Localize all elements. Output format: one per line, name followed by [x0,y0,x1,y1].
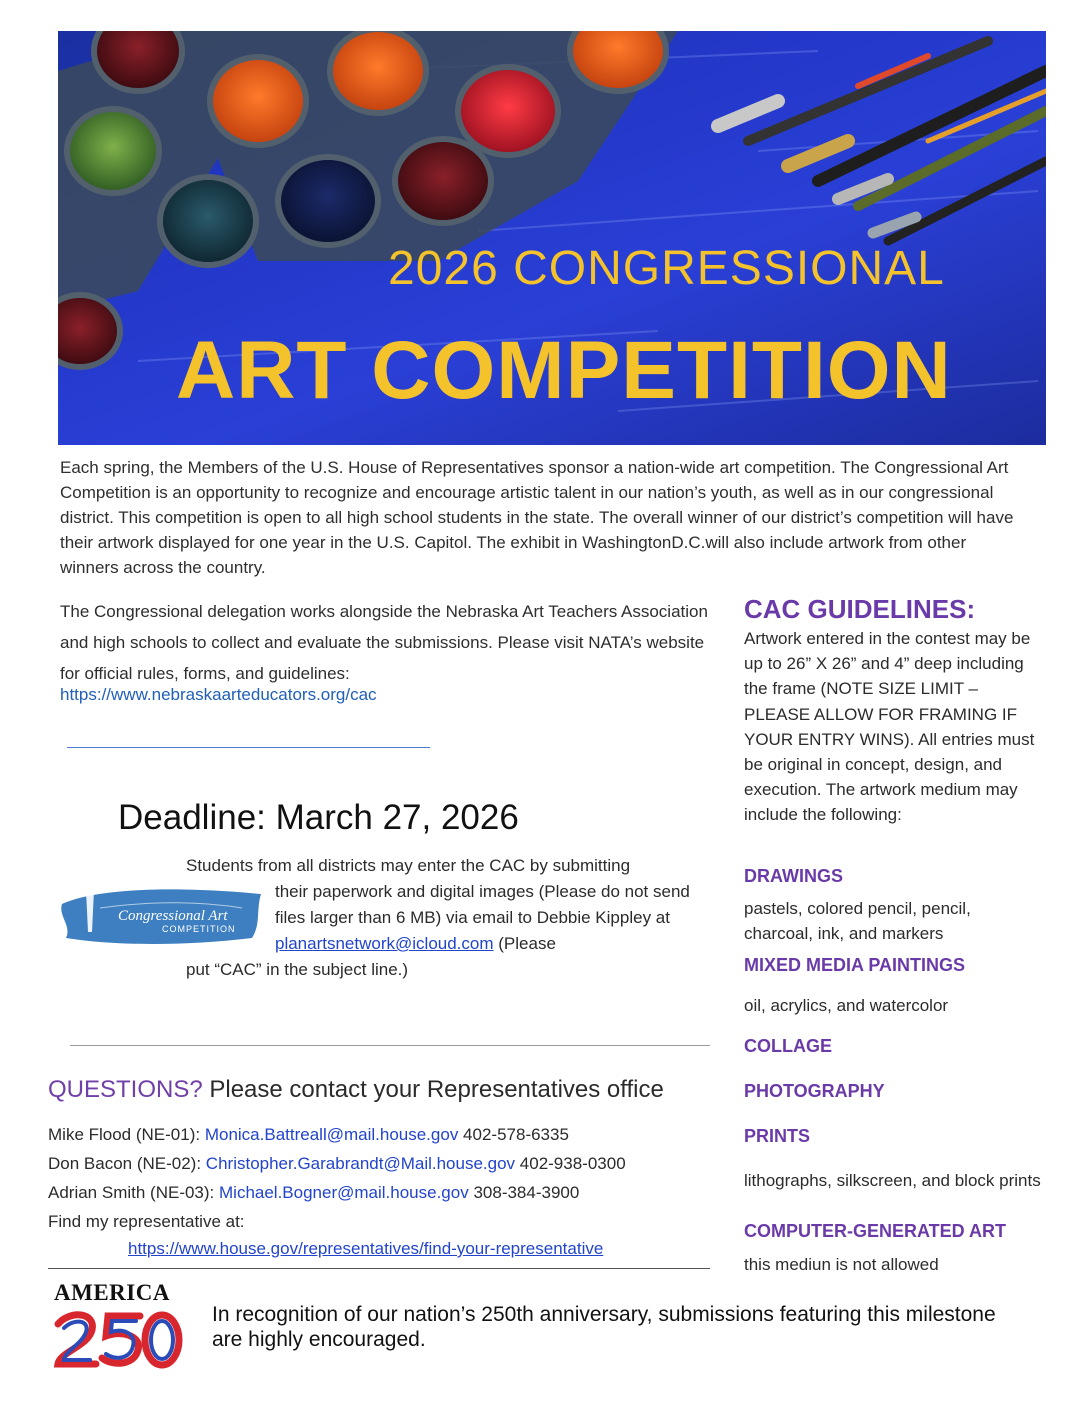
category-description: oil, acrylics, and watercolor [744,996,949,1015]
submission-text-tail: (Please [493,934,556,953]
nata-website-link[interactable]: https://www.nebraskaarteducators.org/cac [60,685,377,704]
category-prints: PRINTS [744,1126,811,1146]
contact-email-link[interactable]: Michael.Bogner@mail.house.gov [219,1183,469,1202]
contact-email-link[interactable]: Monica.Battreall@mail.house.gov [204,1125,459,1144]
contact-phone: 308-384-3900 [468,1183,580,1202]
guidelines-heading: CAC GUIDELINES: [744,594,976,624]
contact-name: Mike Flood (NE-01): [48,1125,205,1144]
intro-paragraph: Each spring, the Members of the U.S. House of Representatives sponsor a nation-wide art competition. The Congressional Art Competition is an opportunity to recognize and encourage artistic talent in our nation’s youth, as well as in our congressional district. This competition is open to all high school students in the state. The overall winner of our district’s competition will have their artwork displayed for one year in the U.S. Capitol. The exhibit in WashingtonD.C.will also include artwork from other winners across the country. [60,458,1014,577]
contact-row [48,1125,569,1145]
contact-name: Don Bacon (NE-02): [48,1154,206,1173]
divider [70,1045,710,1046]
contact-email-link[interactable]: Christopher.Garabrandt@Mail.house.gov [205,1154,516,1173]
questions-subtitle: Please contact your Representatives office [202,1076,664,1103]
category-description: lithographs, silkscreen, and block prints [744,1171,1041,1190]
submission-text-line1: Students from all districts may enter the CAC by submitting [186,856,631,875]
category-description: this mediun is not allowed [744,1255,939,1274]
contact-row [48,1154,626,1174]
submission-text-body: their paperwork and digital images (Please do not send files larger than 6 MB) via email to Debbie Kippley at [275,882,690,927]
category-photography: PHOTOGRAPHY [744,1081,885,1101]
contact-phone: 402-938-0300 [515,1154,626,1173]
anniversary-note: In recognition of our nation’s 250th anniversary, submissions featuring this milestone are highly encouraged. [212,1303,996,1351]
contact-name: Adrian Smith (NE-03): [48,1183,219,1202]
cac-logo-subtext: COMPETITION [162,924,236,934]
divider [48,1268,710,1269]
hero-banner [58,31,1046,445]
america250-logo [50,1280,185,1375]
banner-title-year: 2026 CONGRESSIONAL [388,242,945,295]
category-mixed-media: MIXED MEDIA PAINTINGS [744,955,966,975]
questions-heading [48,1076,664,1104]
contact-phone: 402-578-6335 [458,1125,569,1144]
category-description: pastels, colored pencil, pencil, charcoal, ink, and markers [744,899,971,943]
contact-row [48,1183,579,1203]
category-drawings: DRAWINGS [744,866,843,886]
submission-text-line3: put “CAC” in the subject line.) [186,960,409,979]
america250-logo-word: AMERICA [54,1280,170,1305]
find-representative-label: Find my representative at: [48,1212,245,1231]
find-representative-link[interactable]: https://www.house.gov/representatives/find-your-representative [128,1239,604,1258]
cac-logo-text: Congressional Art [118,908,228,924]
category-computer-generated: COMPUTER-GENERATED ART [744,1221,1006,1241]
banner-title-main: ART COMPETITION [176,325,952,416]
questions-label: QUESTIONS? [48,1076,203,1103]
delegation-paragraph: The Congressional delegation works alongside the Nebraska Art Teachers Association and high schools to collect and evaluate the submissions. Please visit NATA’s website for official rules, forms, and guidelines: [60,602,708,683]
deadline-heading: Deadline: March 27, 2026 [118,798,519,837]
guidelines-body: Artwork entered in the contest may be up to 26” X 26” and 4” deep including the frame (NOTE SIZE LIMIT – PLEASE ALLOW FOR FRAMING IF YOUR ENTRY WINS). All entries must be original in concept, design, and execution. The artwork medium may include the following: [744,629,1035,825]
congressional-art-logo [56,880,266,948]
submission-email-link[interactable]: planartsnetwork@icloud.com [275,934,494,953]
divider [67,747,430,748]
category-collage: COLLAGE [744,1036,832,1056]
submission-text-block [275,879,715,957]
